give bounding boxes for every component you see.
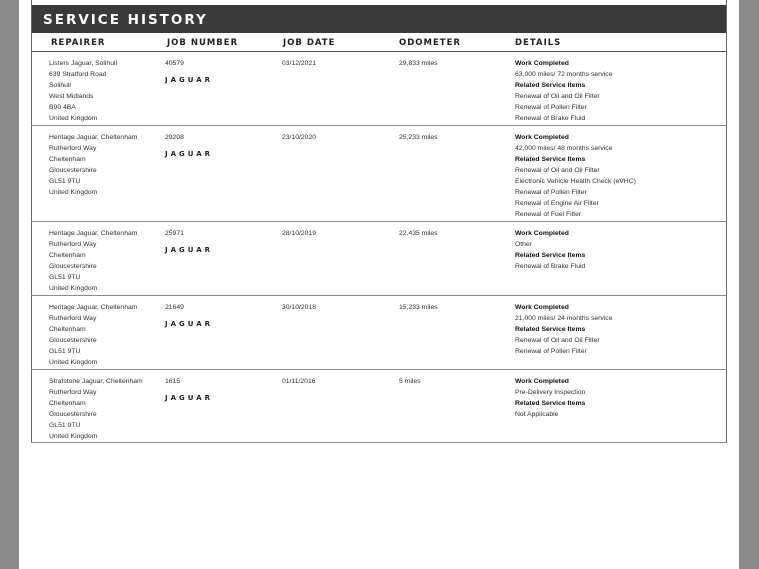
details-item: Renewal of Pollen Filter: [515, 348, 587, 355]
table-row: [31, 222, 727, 296]
repairer-address: [49, 228, 159, 294]
details-item: 42,000 miles/ 48 months service: [515, 145, 613, 152]
table-row: [31, 296, 727, 370]
address-line: Gloucestershire: [49, 167, 97, 174]
address-line: Gloucestershire: [49, 411, 97, 418]
details-item: Renewal of Engine Air Filter: [515, 200, 599, 207]
address-line: Gloucestershire: [49, 263, 97, 270]
jaguar-logo: JAGUAR: [165, 150, 214, 158]
details-heading: Related Service Items: [515, 400, 586, 407]
job-date: 01/11/2016: [282, 378, 316, 385]
details-heading: Related Service Items: [515, 156, 586, 163]
service-details: [515, 376, 720, 420]
address-line: GL51 9TU: [49, 274, 81, 281]
table-row: [31, 370, 727, 443]
details-item: Not Applicable: [515, 411, 559, 418]
details-item: Renewal of Oil and Oil Filter: [515, 93, 600, 100]
repairer-address: [49, 302, 159, 368]
service-details: [515, 132, 720, 220]
header-odometer: ODOMETER: [399, 38, 461, 48]
address-line: Cheltenham: [49, 156, 86, 163]
details-item: Renewal of Pollen Filter: [515, 189, 587, 196]
address-line: West Midlands: [49, 93, 94, 100]
address-line: B90 4BA: [49, 104, 76, 111]
address-line: Heritage Jaguar, Cheltenham: [49, 230, 138, 237]
details-item: Renewal of Brake Fluid: [515, 115, 586, 122]
details-heading: Related Service Items: [515, 82, 586, 89]
address-line: GL51 9TU: [49, 422, 81, 429]
address-line: Stratstone Jaguar, Cheltenham: [49, 378, 143, 385]
job-number: 29208: [165, 134, 184, 141]
repairer-address: [49, 376, 159, 442]
address-line: Solihull: [49, 82, 71, 89]
table-row: [31, 126, 727, 222]
job-number: 25971: [165, 230, 184, 237]
repairer-address: [49, 132, 159, 198]
details-item: Renewal of Fuel Filter: [515, 211, 582, 218]
job-number: 1615: [165, 378, 181, 385]
details-item: Other: [515, 241, 532, 248]
address-line: Gloucestershire: [49, 337, 97, 344]
job-number: 21649: [165, 304, 184, 311]
jaguar-logo: JAGUAR: [165, 394, 214, 402]
details-heading: Related Service Items: [515, 252, 586, 259]
odometer: 5 miles: [399, 378, 421, 385]
header-job-number: JOB NUMBER: [167, 38, 239, 48]
address-line: Cheltenham: [49, 252, 86, 259]
job-date: 28/10/2019: [282, 230, 317, 237]
address-line: Rutherford Way: [49, 145, 97, 152]
header-job-date: JOB DATE: [283, 38, 336, 48]
address-line: United Kingdom: [49, 359, 98, 366]
address-line: Listers Jaguar, Solihull: [49, 60, 118, 67]
jaguar-logo: JAGUAR: [165, 320, 214, 328]
details-heading: Work Completed: [515, 230, 569, 237]
details-heading: Work Completed: [515, 60, 569, 67]
odometer: 25,233 miles: [399, 134, 438, 141]
address-line: United Kingdom: [49, 189, 98, 196]
job-number: 40579: [165, 60, 184, 67]
address-line: Heritage Jaguar, Cheltenham: [49, 304, 138, 311]
details-heading: Related Service Items: [515, 326, 586, 333]
details-item: Electronic Vehicle Health Check (eVHC): [515, 178, 636, 185]
details-item: 63,000 miles/ 72 months service: [515, 71, 613, 78]
address-line: United Kingdom: [49, 433, 98, 440]
service-details: [515, 228, 720, 272]
address-line: Cheltenham: [49, 326, 86, 333]
table-row: [31, 52, 727, 126]
service-details: [515, 302, 720, 357]
address-line: 639 Stratford Road: [49, 71, 107, 78]
jaguar-logo: JAGUAR: [165, 76, 214, 84]
details-item: 21,000 miles/ 24 months service: [515, 315, 613, 322]
header-repairer: REPAIRER: [51, 38, 106, 48]
address-line: Heritage Jaguar, Cheltenham: [49, 134, 138, 141]
header-details: DETAILS: [515, 38, 562, 48]
address-line: Rutherford Way: [49, 315, 97, 322]
odometer: 29,833 miles: [399, 60, 438, 67]
address-line: Rutherford Way: [49, 241, 97, 248]
details-item: Renewal of Oil and Oil Filter: [515, 167, 600, 174]
address-line: GL51 9TU: [49, 348, 81, 355]
job-date: 03/12/2021: [282, 60, 317, 67]
details-item: Renewal of Pollen Filter: [515, 104, 587, 111]
address-line: United Kingdom: [49, 115, 98, 122]
odometer: 15,233 miles: [399, 304, 438, 311]
details-item: Renewal of Brake Fluid: [515, 263, 586, 270]
details-heading: Work Completed: [515, 378, 569, 385]
job-date: 23/10/2020: [282, 134, 317, 141]
job-date: 30/10/2018: [282, 304, 317, 311]
address-line: GL51 9TU: [49, 178, 81, 185]
jaguar-logo: JAGUAR: [165, 246, 214, 254]
address-line: Rutherford Way: [49, 389, 97, 396]
details-heading: Work Completed: [515, 134, 569, 141]
repairer-address: [49, 58, 159, 124]
table-header: [31, 33, 727, 52]
address-line: Cheltenham: [49, 400, 86, 407]
service-details: [515, 58, 720, 124]
section-title: SERVICE HISTORY: [43, 12, 208, 28]
odometer: 22,435 miles: [399, 230, 438, 237]
document-page: [19, 0, 739, 569]
address-line: United Kingdom: [49, 285, 98, 292]
details-item: Pre-Delivery Inspection: [515, 389, 586, 396]
details-item: Renewal of Oil and Oil Filter: [515, 337, 600, 344]
details-heading: Work Completed: [515, 304, 569, 311]
